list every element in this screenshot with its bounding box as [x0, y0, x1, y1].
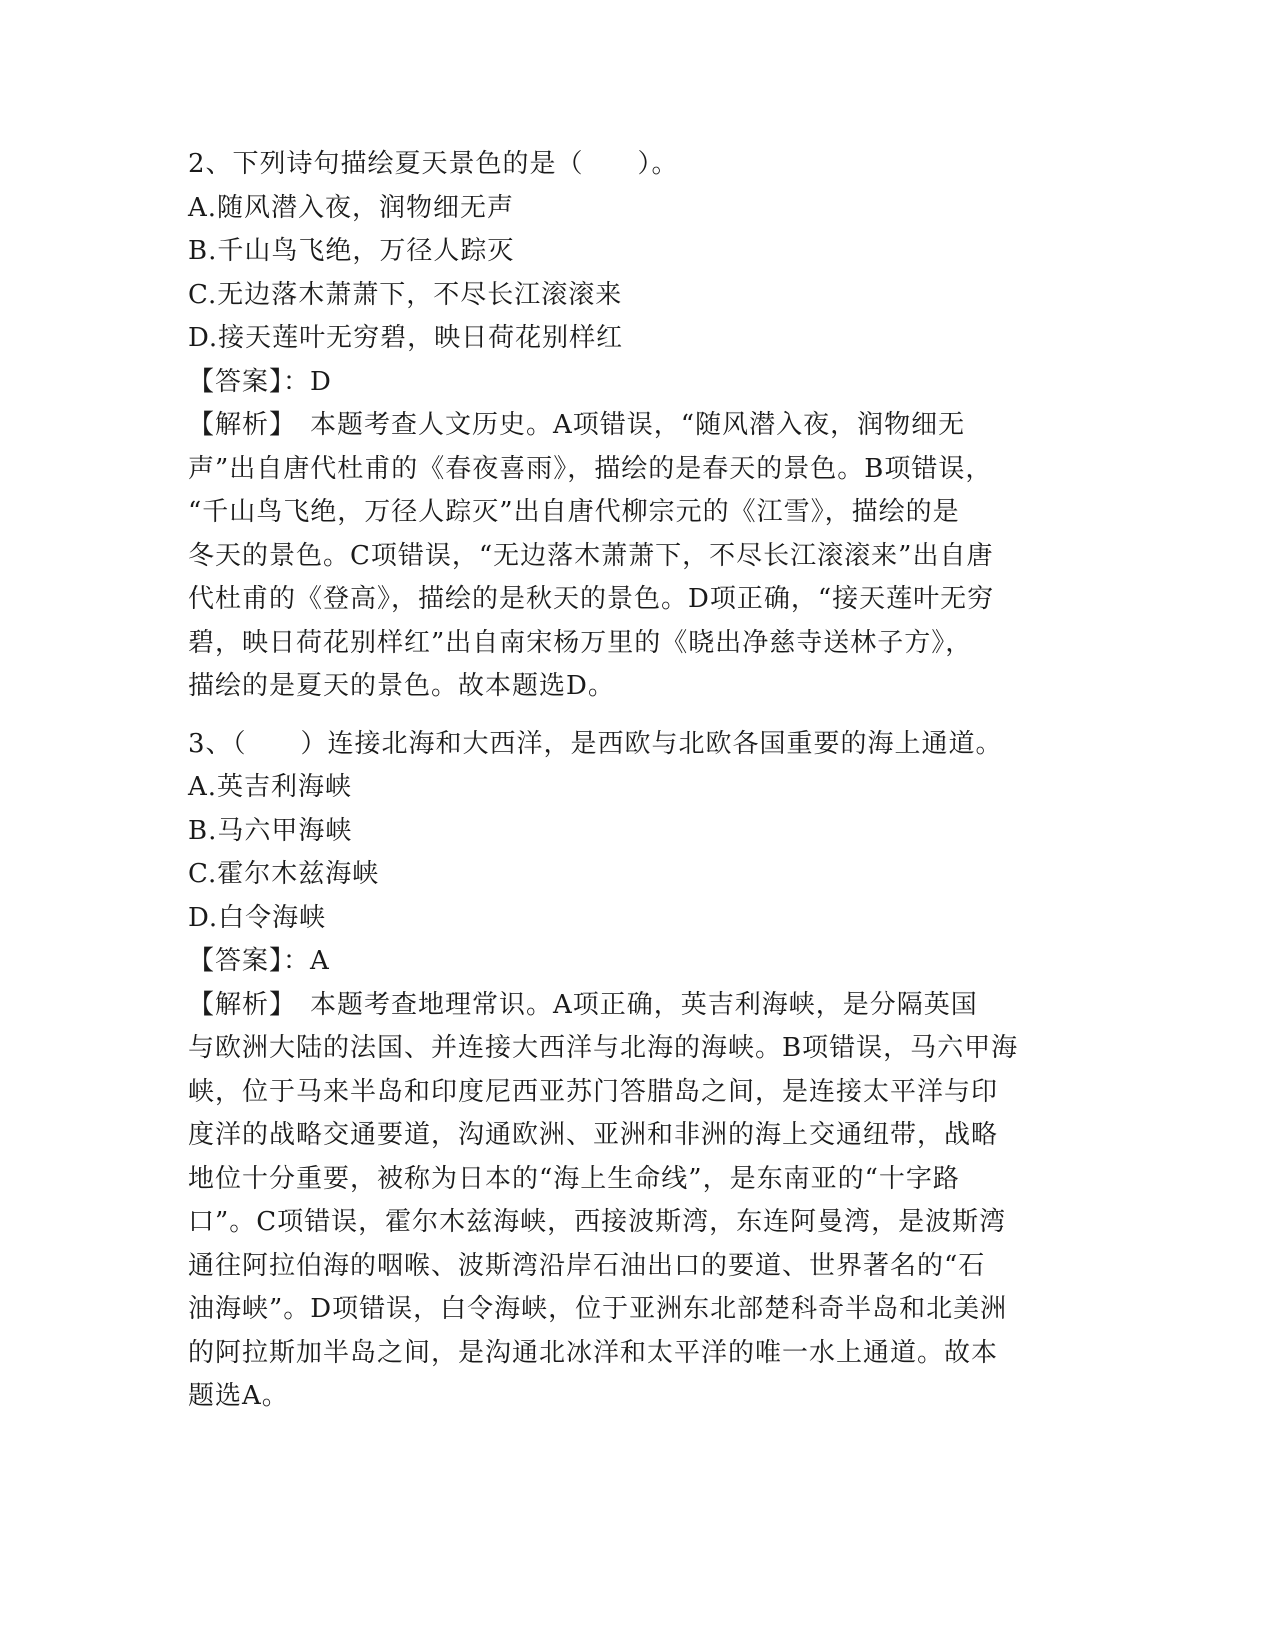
option-c: C.霍尔木兹海峡	[188, 859, 380, 889]
analysis-line: 【解析】 本题考查地理常识。A项正确，英吉利海峡，是分隔英国	[188, 989, 978, 1020]
analysis-line: 碧，映日荷花别样红”出自南宋杨万里的《晓出净慈寺送林子方》，	[188, 627, 973, 658]
analysis-line: “千山鸟飞绝，万径人踪灭”出自唐代柳宗元的《江雪》，描绘的是	[188, 497, 960, 527]
option-d: D.接天莲叶无穷碧，映日荷花别样红	[188, 323, 624, 353]
option-b: B.千山鸟飞绝，万径人踪灭	[188, 236, 515, 266]
analysis-line: 代杜甫的《登高》，描绘的是秋天的景色。D项正确，“接天莲叶无穷	[188, 584, 995, 614]
analysis-line: 油海峡”。D项错误，白令海峡，位于亚洲东北部楚科奇半岛和北美洲	[188, 1294, 1008, 1324]
question-2	[188, 143, 1068, 709]
analysis-line: 声”出自唐代杜甫的《春夜喜雨》，描绘的是春天的景色。B项错误，	[188, 453, 993, 484]
option-c: C.无边落木萧萧下，不尽长江滚滚来	[188, 279, 623, 310]
option-b: B.马六甲海峡	[188, 815, 353, 846]
document-page	[188, 143, 1068, 1419]
answer-line: 【答案】：A	[188, 946, 330, 976]
analysis-line: 描绘的是夏天的景色。故本题选D。	[188, 671, 615, 701]
analysis-block	[188, 984, 1068, 1419]
analysis-line: 【解析】 本题考查人文历史。A项错误，“随风潜入夜，润物细无	[188, 410, 966, 440]
question-stem: 2、下列诗句描绘夏天景色的是（ ）。	[188, 149, 679, 179]
answer-line: 【答案】：D	[188, 366, 332, 397]
analysis-line: 与欧洲大陆的法国、并连接大西洋与北海的海峡。B项错误，马六甲海	[188, 1033, 1019, 1063]
analysis-line: 通往阿拉伯海的咽喉、波斯湾沿岸石油出口的要道、世界著名的“石	[188, 1250, 986, 1281]
analysis-line: 的阿拉斯加半岛之间，是沟通北冰洋和太平洋的唯一水上通道。故本	[188, 1337, 999, 1368]
question-3	[188, 723, 1068, 1419]
option-a: A.英吉利海峡	[188, 772, 353, 802]
question-stem: 3、（ ）连接北海和大西洋，是西欧与北欧各国重要的海上通道。	[188, 728, 1003, 759]
analysis-line: 冬天的景色。C项错误，“无边落木萧萧下，不尽长江滚滚来”出自唐	[188, 540, 994, 571]
analysis-line: 口”。C项错误，霍尔木兹海峡，西接波斯湾，东连阿曼湾，是波斯湾	[188, 1207, 1007, 1237]
analysis-line: 题选A。	[188, 1381, 289, 1411]
analysis-line: 地位十分重要，被称为日本的“海上生命线”，是东南亚的“十字路	[188, 1163, 960, 1194]
analysis-block	[188, 404, 1068, 709]
option-a: A.随风潜入夜，润物细无声	[188, 192, 515, 223]
option-d: D.白令海峡	[188, 902, 327, 933]
analysis-line: 峡，位于马来半岛和印度尼西亚苏门答腊岛之间，是连接太平洋与印	[188, 1076, 999, 1107]
analysis-line: 度洋的战略交通要道，沟通欧洲、亚洲和非洲的海上交通纽带，战略	[188, 1120, 999, 1150]
